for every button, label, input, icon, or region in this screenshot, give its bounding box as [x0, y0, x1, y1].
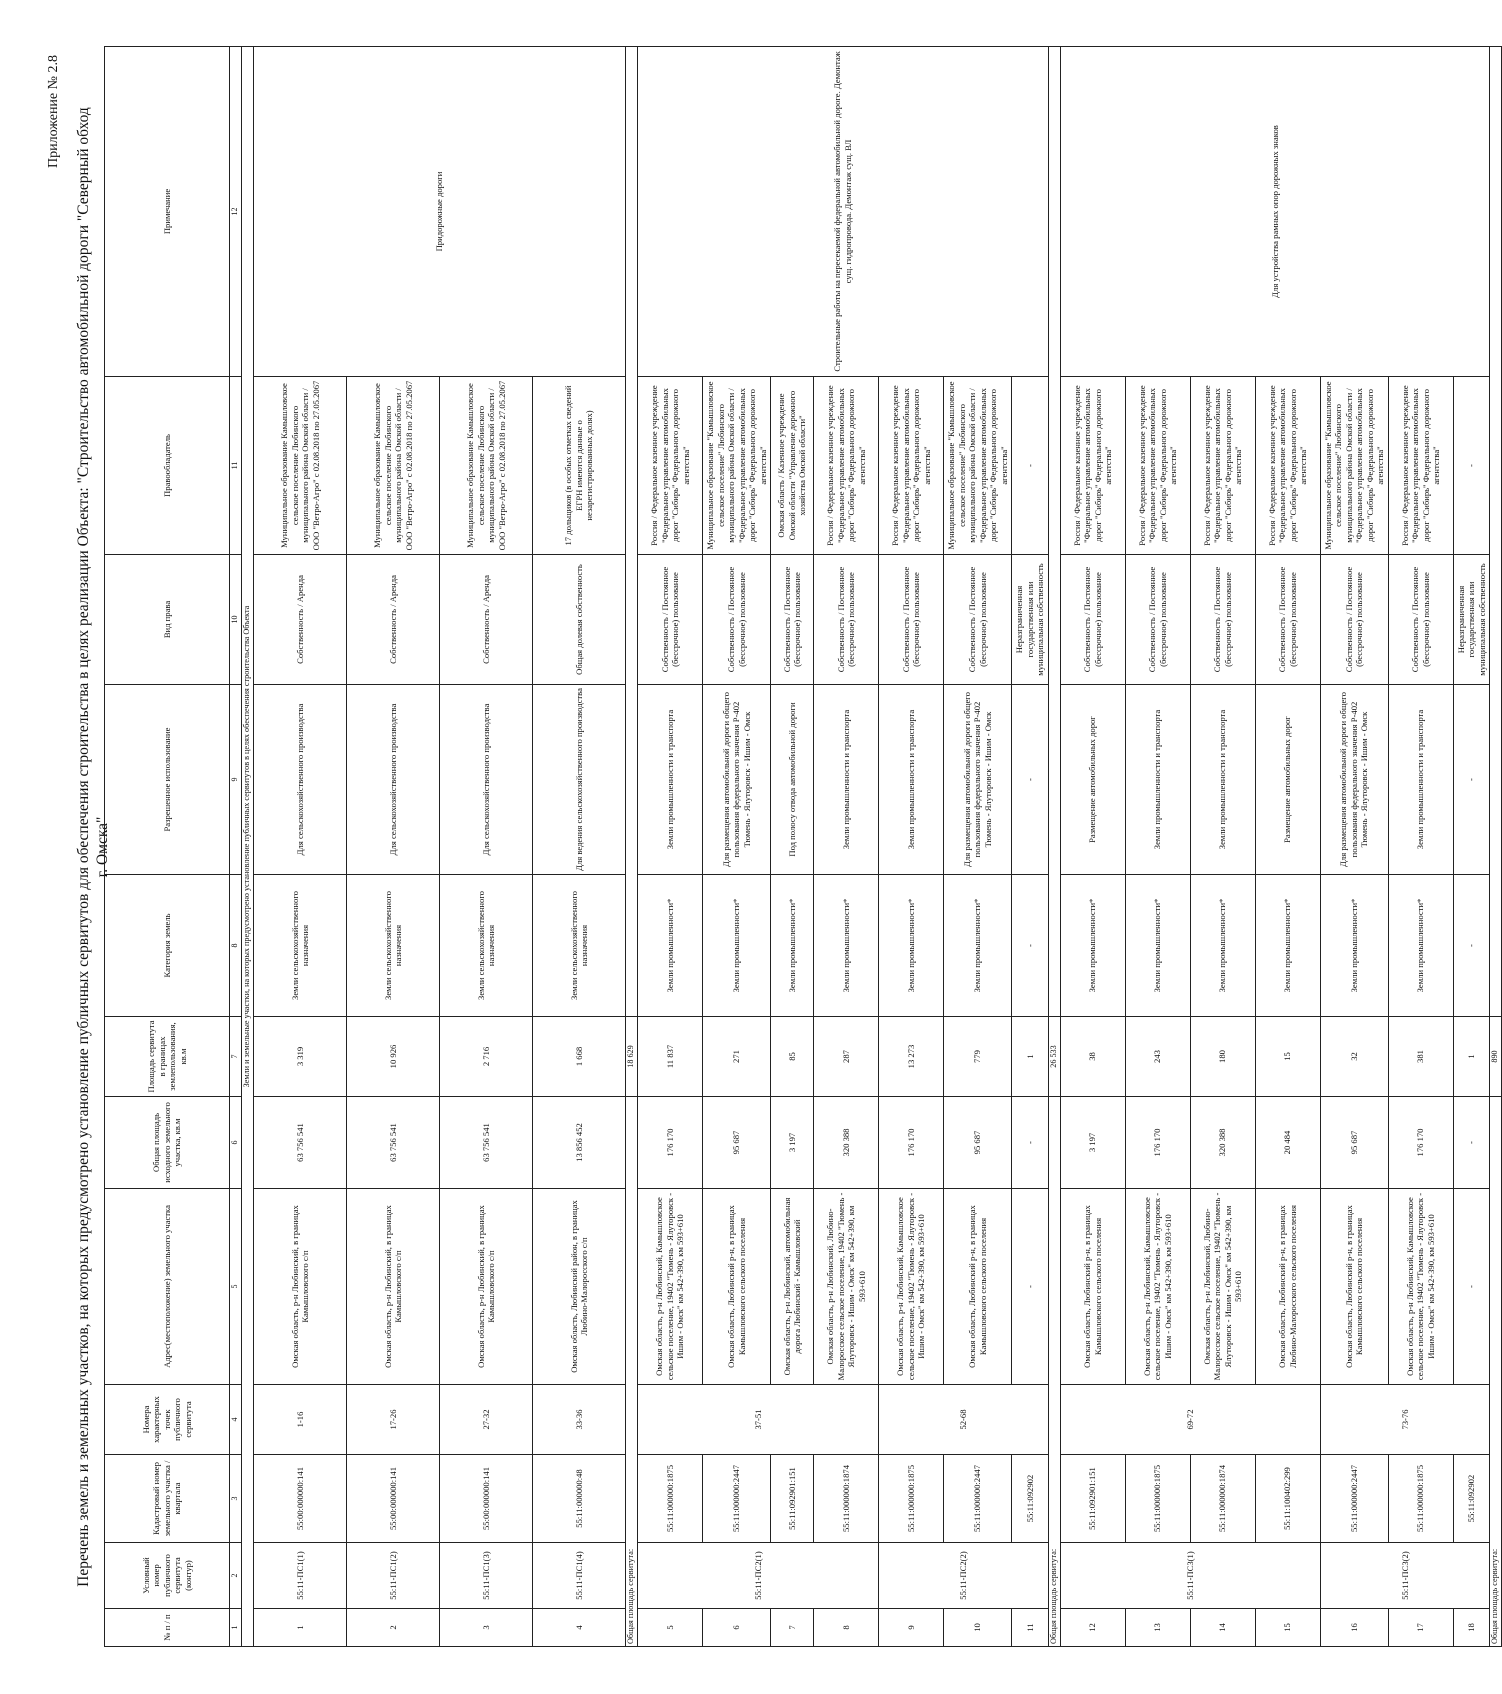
permitted-use: Земли промышленности и транспорта [1190, 685, 1255, 875]
permitted-use: Для сельскохозяйственного производства [347, 685, 440, 875]
row-number: 9 [879, 1609, 944, 1647]
boundary-points: 73-76 [1320, 1385, 1490, 1455]
land-category: Земли сельскохозяйственного назначения [533, 875, 626, 1017]
right-holder: Россия / Федеральное казенное учреждение "Федеральное управление автомобильных дорог "Сибирь" Федерального дорожного агентства" [814, 377, 879, 555]
right-type: Собственность / Аренда [440, 555, 533, 685]
row-number: 18 [1453, 1609, 1490, 1647]
column-header-9: Разрешенное использование [105, 685, 230, 875]
column-header-12: Примечание [105, 47, 230, 377]
land-category: Земли промышленности* [1255, 875, 1320, 1017]
servitude-table [104, 46, 1502, 1647]
right-holder: 17 дольщиков (в особых отметках сведений ЕГРН имеются данные о незарегистрированных долях) [533, 377, 626, 555]
land-category: Земли сельскохозяйственного назначения [254, 875, 347, 1017]
permitted-use: Земли промышленности и транспорта [814, 685, 879, 875]
row-number: 11 [1012, 1609, 1049, 1647]
right-holder: Омская область / Казенное учреждение Омской области "Управление дорожного хозяйства Омской области" [771, 377, 814, 555]
servitude-contour: 55:11-ПС1(3) [440, 1543, 533, 1609]
row-number: 7 [771, 1609, 814, 1647]
land-address: Омская область, Любинский р-н, в границах Камышловского сельского поселения [1320, 1189, 1388, 1385]
land-address: Омская область, Любинский р-н, в границах Любино-Малоросского сельского поселения [1255, 1189, 1320, 1385]
land-address: Омская область, р-н Любинский, Камышловское сельское поселение, 19402 "Тюмень - Ялуторовск - Ишим - Омск" км 542+390, км 593+610 [1125, 1189, 1190, 1385]
land-address: Омская область, р-н Любинский, в границах Камышловского с/п [347, 1189, 440, 1385]
servitude-area: 381 [1388, 1017, 1453, 1097]
right-type: Собственность / Постоянное (бессрочное) пользование [703, 555, 771, 685]
permitted-use: Земли промышленности и транспорта [879, 685, 944, 875]
cadastral-number: 55:11:092902 [1012, 1455, 1049, 1543]
right-type: Общая долевая собственность [533, 555, 626, 685]
permitted-use: Земли промышленности и транспорта [1388, 685, 1453, 875]
right-holder: - [1453, 377, 1490, 555]
parcel-area: 95 687 [944, 1097, 1012, 1189]
column-number-5: 5 [230, 1189, 242, 1385]
servitude-contour: 55:11-ПС2(1) [638, 1543, 879, 1609]
parcel-area: 63 756 541 [254, 1097, 347, 1189]
column-header-5: Адрес(местоположение) земельного участка [105, 1189, 230, 1385]
land-address: - [1012, 1189, 1049, 1385]
land-address: Омская область, р-н Любинский, Любино-Малоросское сельское поселение, 19402 "Тюмень - Ялуторовск - Ишим - Омск" км 542+390, км 593+610 [814, 1189, 879, 1385]
servitude-area: 32 [1320, 1017, 1388, 1097]
column-number-9: 9 [230, 685, 242, 875]
column-number-8: 8 [230, 875, 242, 1017]
servitude-area: 287 [814, 1017, 879, 1097]
boundary-points: 33-36 [533, 1385, 626, 1455]
servitude-area: 85 [771, 1017, 814, 1097]
total-row [1048, 47, 1060, 1647]
land-address: Омская область, р-н Любинский, Камышловское сельское поселение, 19402 "Тюмень - Ялуторовск - Ишим - Омск" км 542+390, км 593+610 [879, 1189, 944, 1385]
section-header-row [242, 47, 254, 1647]
row-number: 10 [944, 1609, 1012, 1647]
right-type: Собственность / Аренда [347, 555, 440, 685]
column-number-11: 11 [230, 377, 242, 555]
cadastral-number: 55:11:000000:2447 [944, 1455, 1012, 1543]
row-number: 16 [1320, 1609, 1388, 1647]
boundary-points: 1-16 [254, 1385, 347, 1455]
right-holder: Муниципальное образование Камышловское сельское поселение Любинского муниципального района Омской области / ООО "Ветро-Агро" с 02.08.2018 по 27.05.2067 [254, 377, 347, 555]
land-address: Омская область, р-н Любинский, в границах Камышловского с/п [440, 1189, 533, 1385]
cadastral-number: 55:11:000000:1874 [814, 1455, 879, 1543]
column-header-6: Общая площадь исходного земельного участка, кв.м [105, 1097, 230, 1189]
right-type: Собственность / Постоянное (бессрочное) пользование [1125, 555, 1190, 685]
cadastral-number: 55:11:000000:1874 [1190, 1455, 1255, 1543]
total-label: Общая площадь сервитута: [1490, 1097, 1502, 1647]
note: Придорожные дороги [254, 47, 626, 377]
total-servitude-area: 18 629 [626, 1017, 638, 1097]
land-category: Земли промышленности* [638, 875, 703, 1017]
cadastral-number: 55:00:000000:141 [254, 1455, 347, 1543]
land-address: Омская область, Любинский район, в границах Любино-Малоросского с/п [533, 1189, 626, 1385]
cadastral-number: 55:11:000000:1875 [879, 1455, 944, 1543]
servitude-area: 271 [703, 1017, 771, 1097]
row-number: 13 [1125, 1609, 1190, 1647]
total-row-empty [1490, 47, 1502, 1017]
column-number-10: 10 [230, 555, 242, 685]
permitted-use: Для ведения сельскохозяйственного производства [533, 685, 626, 875]
column-number-12: 12 [230, 47, 242, 377]
parcel-area: 3 197 [771, 1097, 814, 1189]
right-type: Неразграниченная государственная или муниципальная собственность [1012, 555, 1049, 685]
land-category: Земли промышленности* [1320, 875, 1388, 1017]
right-holder: Муниципальное образование Камышловское сельское поселение Любинского муниципального района Омской области / ООО "Ветро-Агро" с 02.08.2018 по 27.05.2067 [347, 377, 440, 555]
land-category: Земли промышленности* [879, 875, 944, 1017]
column-header-3: Кадастровый номер земельного участка / квартала [105, 1455, 230, 1543]
land-category: - [1012, 875, 1049, 1017]
land-category: Земли промышленности* [1388, 875, 1453, 1017]
land-category: Земли промышленности* [1125, 875, 1190, 1017]
boundary-points: 37-51 [638, 1385, 879, 1455]
row-number: 6 [703, 1609, 771, 1647]
column-number-7: 7 [230, 1017, 242, 1097]
row-number: 2 [347, 1609, 440, 1647]
rotated-landscape-sheet [40, 47, 1500, 1647]
parcel-area: 176 170 [1388, 1097, 1453, 1189]
boundary-points: 17-26 [347, 1385, 440, 1455]
servitude-area: 2 716 [440, 1017, 533, 1097]
land-category: Земли сельскохозяйственного назначения [347, 875, 440, 1017]
row-number: 4 [533, 1609, 626, 1647]
servitude-area: 1 668 [533, 1017, 626, 1097]
total-row [626, 47, 638, 1647]
column-header-11: Правообладатель [105, 377, 230, 555]
table-row [1060, 47, 1125, 1647]
parcel-area: 3 197 [1060, 1097, 1125, 1189]
total-row-empty [626, 47, 638, 1017]
permitted-use: Под полосу отвода автомобильной дороги [771, 685, 814, 875]
right-type: Собственность / Постоянное (бессрочное) пользование [638, 555, 703, 685]
permitted-use: Для сельскохозяйственного производства [254, 685, 347, 875]
column-number-1: 1 [230, 1609, 242, 1647]
servitude-area: 1 [1012, 1017, 1049, 1097]
cadastral-number: 55:00:000000:141 [347, 1455, 440, 1543]
right-type: Собственность / Постоянное (бессрочное) пользование [1060, 555, 1125, 685]
row-number: 5 [638, 1609, 703, 1647]
table-body [242, 47, 1502, 1647]
land-category: Земли промышленности* [1060, 875, 1125, 1017]
cadastral-number: 55:11:092901:151 [771, 1455, 814, 1543]
permitted-use: - [1453, 685, 1490, 875]
right-type: Собственность / Постоянное (бессрочное) пользование [814, 555, 879, 685]
permitted-use: Земли промышленности и транспорта [1125, 685, 1190, 875]
row-number: 3 [440, 1609, 533, 1647]
cadastral-number: 55:11:000000:48 [533, 1455, 626, 1543]
land-category: Земли промышленности* [814, 875, 879, 1017]
right-holder: Муниципальное образование Камышловское сельское поселение Любинского муниципального района Омской области / ООО "Ветро-Агро" с 02.08.2018 по 27.05.2067 [440, 377, 533, 555]
total-servitude-area: 890 [1490, 1017, 1502, 1097]
row-number: 17 [1388, 1609, 1453, 1647]
column-number-row [230, 47, 242, 1647]
total-row [1490, 47, 1502, 1647]
parcel-area: - [1012, 1097, 1049, 1189]
right-type: Собственность / Постоянное (бессрочное) пользование [771, 555, 814, 685]
right-holder: Россия / Федеральное казенное учреждение "Федеральное управление автомобильных дорог "Сибирь" Федерального дорожного агентства" [1388, 377, 1453, 555]
servitude-area: 3 319 [254, 1017, 347, 1097]
right-holder: Россия / Федеральное казенное учреждение "Федеральное управление автомобильных дорог "Сибирь" Федерального дорожного агентства" [638, 377, 703, 555]
land-category: Земли промышленности* [703, 875, 771, 1017]
servitude-area: 10 926 [347, 1017, 440, 1097]
column-header-8: Категория земель [105, 875, 230, 1017]
boundary-points: 52-68 [879, 1385, 1049, 1455]
boundary-points: 27-32 [440, 1385, 533, 1455]
servitude-area: 11 837 [638, 1017, 703, 1097]
right-type: Неразграниченная государственная или муниципальная собственность [1453, 555, 1490, 685]
document-title: Перечень земель и земельных участков, на которых предусмотрено установление публичных сервитутов для обеспечения строительства в целях реализации Объекта: "Строительство автомобильной дороги "Северный обход г. Омска" [75, 107, 111, 1587]
parcel-area: 20 484 [1255, 1097, 1320, 1189]
right-holder: - [1012, 377, 1049, 555]
cadastral-number: 55:11:000000:2447 [703, 1455, 771, 1543]
row-number: 12 [1060, 1609, 1125, 1647]
column-number-6: 6 [230, 1097, 242, 1189]
right-type: Собственность / Постоянное (бессрочное) пользование [1190, 555, 1255, 685]
table-row [638, 47, 703, 1647]
right-holder: Россия / Федеральное казенное учреждение "Федеральное управление автомобильных дорог "Сибирь" Федерального дорожного агентства" [1060, 377, 1125, 555]
parcel-area: 13 856 452 [533, 1097, 626, 1189]
land-address: Омская область, р-н Любинский, в границах Камышловского с/п [254, 1189, 347, 1385]
land-address: Омская область, Любинский р-н, в границах Камышловского сельского поселения [703, 1189, 771, 1385]
row-number: 8 [814, 1609, 879, 1647]
parcel-area: 63 756 541 [440, 1097, 533, 1189]
land-address: Омская область, Любинский р-н, в границах Камышловского сельского поселения [1060, 1189, 1125, 1385]
total-label: Общая площадь сервитута: [1048, 1097, 1060, 1647]
cadastral-number: 55:11:000000:2447 [1320, 1455, 1388, 1543]
permitted-use: Размещение автомобильных дорог [1255, 685, 1320, 875]
cadastral-number: 55:00:000000:141 [440, 1455, 533, 1543]
servitude-area: 243 [1125, 1017, 1190, 1097]
land-category: Земли промышленности* [944, 875, 1012, 1017]
land-category: Земли промышленности* [771, 875, 814, 1017]
permitted-use: Для сельскохозяйственного производства [440, 685, 533, 875]
servitude-contour: 55:11-ПС1(1) [254, 1543, 347, 1609]
servitude-contour: 55:11-ПС1(2) [347, 1543, 440, 1609]
right-type: Собственность / Постоянное (бессрочное) пользование [1388, 555, 1453, 685]
right-holder: Россия / Федеральное казенное учреждение "Федеральное управление автомобильных дорог "Сибирь" Федерального дорожного агентства" [1190, 377, 1255, 555]
servitude-area: 180 [1190, 1017, 1255, 1097]
table-row [254, 47, 347, 1647]
cadastral-number: 55:11:000000:1875 [1388, 1455, 1453, 1543]
land-category: - [1453, 875, 1490, 1017]
parcel-area: 176 170 [879, 1097, 944, 1189]
table-header-row [105, 47, 230, 1647]
total-servitude-area: 26 533 [1048, 1017, 1060, 1097]
servitude-area: 38 [1060, 1017, 1125, 1097]
row-number: 15 [1255, 1609, 1320, 1647]
parcel-area: 176 170 [1125, 1097, 1190, 1189]
land-category: Земли промышленности* [1190, 875, 1255, 1017]
column-number-4: 4 [230, 1385, 242, 1455]
servitude-area: 15 [1255, 1017, 1320, 1097]
cadastral-number: 55:11:000000:1875 [638, 1455, 703, 1543]
permitted-use: Размещение автомобильных дорог [1060, 685, 1125, 875]
column-number-2: 2 [230, 1543, 242, 1609]
column-header-7: Площадь сервитута в границах землепользования, кв.м [105, 1017, 230, 1097]
section-title: Земли и земельные участки, на которых предусмотрено установление публичных сервитутов в целях обеспечения строительства Объекта [242, 47, 254, 1647]
total-label: Общая площадь сервитута: [626, 1097, 638, 1647]
right-type: Собственность / Аренда [254, 555, 347, 685]
land-address: Омская область, р-н Любинский, Камышловское сельское поселение, 19402 "Тюмень - Ялуторовск - Ишим - Омск" км 542+390, км 593+610 [638, 1189, 703, 1385]
servitude-area: 1 [1453, 1017, 1490, 1097]
right-type: Собственность / Постоянное (бессрочное) пользование [1320, 555, 1388, 685]
servitude-contour: 55:11-ПС1(4) [533, 1543, 626, 1609]
note: Строительные работы на пересекаемой федеральной автомобильной дороге. Демонтаж сущ. гидропровода. Демонтаж сущ. ВЛ [638, 47, 1049, 377]
column-header-10: Вид права [105, 555, 230, 685]
land-address: Омская область, Любинский р-н, в границах Камышловского сельского поселения [944, 1189, 1012, 1385]
permitted-use: Для размещения автомобильной дороги общего пользования федерального значения Р-402 Тюмень - Ялуторовск - Ишим - Омск [703, 685, 771, 875]
right-holder: Россия / Федеральное казенное учреждение "Федеральное управление автомобильных дорог "Сибирь" Федерального дорожного агентства" [1255, 377, 1320, 555]
land-address: Омская область, р-н Любинский, автомобильная дорога Любинский - Камышловский [771, 1189, 814, 1385]
column-header-1: № п / п [105, 1609, 230, 1647]
right-holder: Россия / Федеральное казенное учреждение "Федеральное управление автомобильных дорог "Сибирь" Федерального дорожного агентства" [879, 377, 944, 555]
servitude-area: 13 273 [879, 1017, 944, 1097]
column-header-2: Условный номер публичного сервитута (контур) [105, 1543, 230, 1609]
parcel-area: 320 388 [1190, 1097, 1255, 1189]
row-number: 1 [254, 1609, 347, 1647]
servitude-area: 779 [944, 1017, 1012, 1097]
land-address: Омская область, р-н Любинский, Камышловское сельское поселение, 19402 "Тюмень - Ялуторовск - Ишим - Омск" км 542+390, км 593+610 [1388, 1189, 1453, 1385]
cadastral-number: 55:11:092901:151 [1060, 1455, 1125, 1543]
cadastral-number: 55:11:092902 [1453, 1455, 1490, 1543]
parcel-area: 176 170 [638, 1097, 703, 1189]
servitude-contour: 55:11-ПС3(2) [1320, 1543, 1490, 1609]
right-holder: Муниципальное образование "Камышловское сельское поселение" Любинского муниципального района Омской области / "Федеральное управление автомобильных дорог "Сибирь" Федерального дорожного агентства" [703, 377, 771, 555]
total-row-empty [1048, 47, 1060, 1017]
parcel-area: - [1453, 1097, 1490, 1189]
permitted-use: Земли промышленности и транспорта [638, 685, 703, 875]
right-type: Собственность / Постоянное (бессрочное) пользование [879, 555, 944, 685]
parcel-area: 95 687 [703, 1097, 771, 1189]
land-address: - [1453, 1189, 1490, 1385]
permitted-use: Для размещения автомобильной дороги общего пользования федерального значения Р-402 Тюмень - Ялуторовск - Ишим - Омск [1320, 685, 1388, 875]
note: Для устройства рамных опор дорожных знаков [1060, 47, 1490, 377]
servitude-contour: 55:11-ПС2(2) [879, 1543, 1049, 1609]
cadastral-number: 55:11:000000:1875 [1125, 1455, 1190, 1543]
cadastral-number: 55:11:100402:299 [1255, 1455, 1320, 1543]
right-type: Собственность / Постоянное (бессрочное) пользование [944, 555, 1012, 685]
right-type: Собственность / Постоянное (бессрочное) пользование [1255, 555, 1320, 685]
parcel-area: 95 687 [1320, 1097, 1388, 1189]
column-header-4: Номера характерных точек публичного сервитута [105, 1385, 230, 1455]
parcel-area: 320 388 [814, 1097, 879, 1189]
permitted-use: - [1012, 685, 1049, 875]
appendix-number: Приложение № 2.8 [46, 55, 61, 168]
land-category: Земли сельскохозяйственного назначения [440, 875, 533, 1017]
boundary-points: 69-72 [1060, 1385, 1320, 1455]
right-holder: Муниципальное образование "Камышловское сельское поселение" Любинского муниципального района Омской области / "Федеральное управление автомобильных дорог "Сибирь" Федерального дорожного агентства" [944, 377, 1012, 555]
column-number-3: 3 [230, 1455, 242, 1543]
parcel-area: 63 756 541 [347, 1097, 440, 1189]
row-number: 14 [1190, 1609, 1255, 1647]
right-holder: Россия / Федеральное казенное учреждение "Федеральное управление автомобильных дорог "Сибирь" Федерального дорожного агентства" [1125, 377, 1190, 555]
servitude-contour: 55:11-ПС3(1) [1060, 1543, 1320, 1609]
land-address: Омская область, р-н Любинский, Любино-Малоросское сельское поселение, 19402 "Тюмень - Ялуторовск - Ишим - Омск" км 542+390, км 593+610 [1190, 1189, 1255, 1385]
permitted-use: Для размещения автомобильной дороги общего пользования федерального значения Р-402 Тюмень - Ялуторовск - Ишим - Омск [944, 685, 1012, 875]
right-holder: Муниципальное образование "Камышловское сельское поселение" Любинского муниципального района Омской области / "Федеральное управление автомобильных дорог "Сибирь" Федерального дорожного агентства" [1320, 377, 1388, 555]
